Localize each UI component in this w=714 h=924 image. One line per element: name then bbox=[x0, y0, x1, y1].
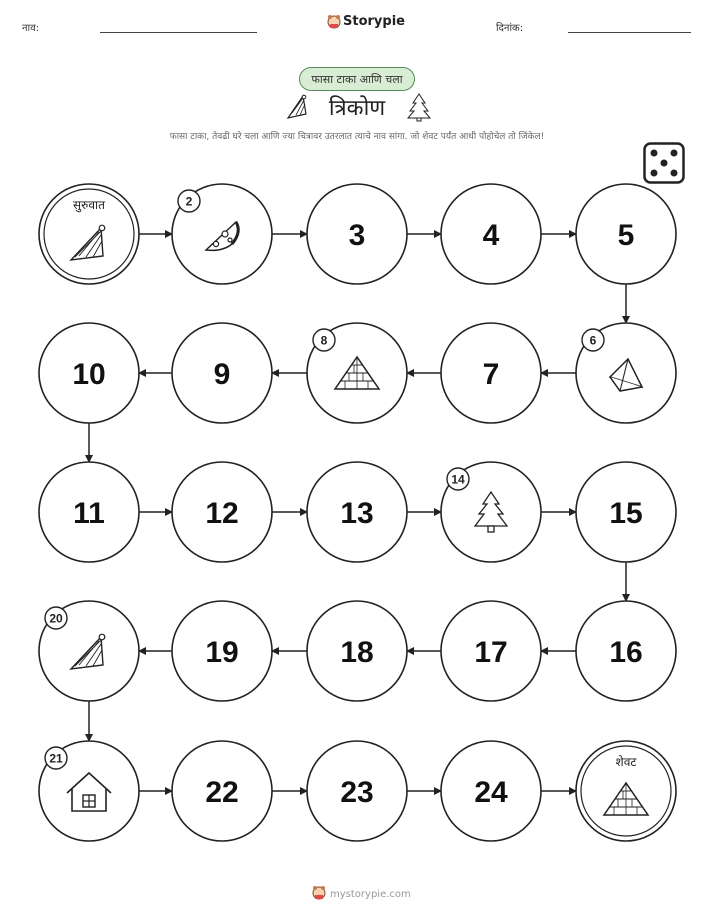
board-cell-12[interactable] bbox=[172, 462, 272, 562]
cell-number: 19 bbox=[205, 636, 239, 669]
cell-number: 20 bbox=[49, 611, 63, 626]
board-cell-4[interactable] bbox=[441, 184, 541, 284]
cell-number: 18 bbox=[340, 636, 374, 669]
brand-name: Storypie bbox=[343, 14, 405, 29]
cell-number: 7 bbox=[482, 358, 500, 391]
board-cells bbox=[39, 184, 676, 841]
date-label: दिनांक: bbox=[496, 23, 524, 34]
end-label: शेवट bbox=[615, 755, 637, 769]
cell-number: 5 bbox=[617, 219, 635, 252]
board-cell-9[interactable] bbox=[172, 323, 272, 423]
board-cell-2[interactable] bbox=[172, 184, 272, 284]
board-cell-23[interactable] bbox=[307, 741, 407, 841]
cell-number: 9 bbox=[213, 358, 231, 391]
game-badge: फासा टाका आणि चला bbox=[299, 67, 415, 91]
board-cell-7[interactable] bbox=[441, 323, 541, 423]
board-cell-24[interactable] bbox=[441, 741, 541, 841]
cell-number: 17 bbox=[474, 636, 508, 669]
cell-number: 11 bbox=[73, 497, 105, 530]
cell-number: 3 bbox=[348, 219, 366, 252]
board-cell-11[interactable] bbox=[39, 462, 139, 562]
cell-number: 23 bbox=[340, 776, 374, 809]
board-cell-14[interactable] bbox=[441, 462, 541, 562]
cell-number: 13 bbox=[340, 497, 374, 530]
board-cell-3[interactable] bbox=[307, 184, 407, 284]
cell-number: 22 bbox=[205, 776, 239, 809]
board-cell-15[interactable] bbox=[576, 462, 676, 562]
storypie-footer-logo-icon bbox=[311, 884, 327, 900]
board-cell-21[interactable] bbox=[39, 741, 139, 841]
cell-number: 6 bbox=[589, 333, 597, 348]
board-cell-25[interactable] bbox=[576, 741, 676, 841]
cell-number: 10 bbox=[72, 358, 106, 391]
cell-number: 4 bbox=[482, 219, 500, 252]
cell-number: 8 bbox=[320, 333, 328, 348]
board-cell-19[interactable] bbox=[172, 601, 272, 701]
board-cell-10[interactable] bbox=[39, 323, 139, 423]
board-cell-6[interactable] bbox=[576, 323, 676, 423]
board-cell-5[interactable] bbox=[576, 184, 676, 284]
name-label: नाव: bbox=[22, 23, 40, 34]
cell-number: 21 bbox=[49, 751, 63, 766]
board-cell-16[interactable] bbox=[576, 601, 676, 701]
board-cell-8[interactable] bbox=[307, 323, 407, 423]
board-cell-1[interactable] bbox=[39, 184, 139, 284]
board-cell-13[interactable] bbox=[307, 462, 407, 562]
cell-number: 14 bbox=[451, 472, 465, 487]
start-label: सुरुवात bbox=[73, 198, 105, 212]
instructions: फासा टाका, तेवढी घरे चला आणि ज्या चित्रावर उतरलात त्याचे नाव सांगा. जो शेवट पर्यंत आधी पोहोचेल तो जिंकेल! bbox=[169, 132, 545, 142]
footer-url[interactable]: mystorypie.com bbox=[330, 889, 411, 900]
page-title: त्रिकोण bbox=[328, 96, 386, 121]
cell-number: 24 bbox=[474, 776, 508, 809]
board-cell-17[interactable] bbox=[441, 601, 541, 701]
cell-number: 15 bbox=[609, 497, 643, 530]
cell-number: 2 bbox=[185, 194, 193, 209]
board-cell-20[interactable] bbox=[39, 601, 139, 701]
cell-number: 12 bbox=[205, 497, 239, 530]
board-cell-18[interactable] bbox=[307, 601, 407, 701]
cell-number: 16 bbox=[609, 636, 643, 669]
board-cell-22[interactable] bbox=[172, 741, 272, 841]
